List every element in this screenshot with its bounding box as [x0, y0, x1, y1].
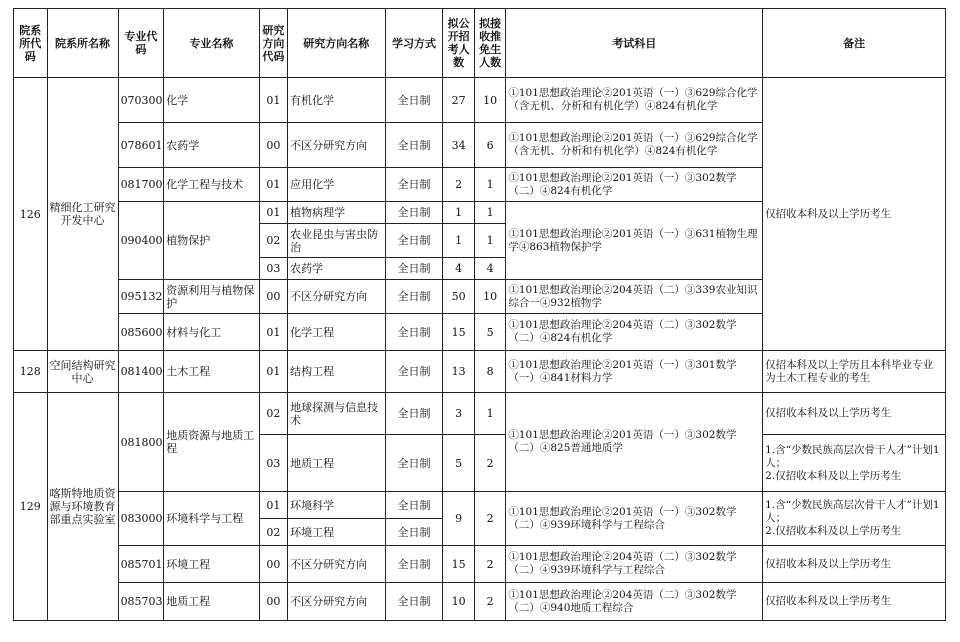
header-direction-code: 研究方向代码	[259, 9, 287, 78]
direction-name-cell: 应用化学	[288, 168, 385, 202]
direction-name-cell: 农药学	[288, 258, 385, 280]
direction-code-cell: 02	[259, 393, 287, 435]
dept-code-cell: 129	[14, 393, 48, 621]
plan-count-cell: 1	[443, 224, 474, 258]
major-name-cell: 材料与化工	[164, 314, 259, 351]
header-direction-name: 研究方向名称	[288, 9, 385, 78]
major-name-cell: 地质工程	[164, 583, 259, 621]
dept-code-cell: 126	[14, 78, 48, 351]
direction-name-cell: 不区分研究方向	[288, 583, 385, 621]
plan-count-cell: 4	[443, 258, 474, 280]
direction-name-cell: 结构工程	[288, 351, 385, 393]
study-mode-cell: 全日制	[385, 168, 443, 202]
notes-cell: 仅招收本科及以上学历考生	[763, 583, 946, 621]
exam-subjects-cell: ①101思想政治理论②201英语（一）③302数学（二）④825普通地质学	[506, 393, 763, 492]
plan-count-cell: 34	[443, 123, 474, 168]
table-row	[14, 492, 946, 519]
exam-subjects-cell: ①101思想政治理论②201英语（一）③302数学（二）④939环境科学与工程综合	[506, 492, 763, 546]
major-name-cell: 化学	[164, 78, 259, 123]
admissions-table-wrapper	[13, 8, 946, 621]
major-code-cell: 085600	[118, 314, 164, 351]
table-row	[14, 583, 946, 621]
dept-code-cell: 128	[14, 351, 48, 393]
study-mode-cell: 全日制	[385, 519, 443, 546]
major-code-cell: 081700	[118, 168, 164, 202]
direction-name-cell: 地质工程	[288, 435, 385, 492]
major-name-cell: 土木工程	[164, 351, 259, 393]
header-row	[14, 9, 946, 78]
exempt-count-cell: 1	[474, 224, 505, 258]
dept-name-cell: 空间结构研究中心	[47, 351, 118, 393]
exam-subjects-cell: ①101思想政治理论②201英语（一）③302数学（二）④824有机化学	[506, 168, 763, 202]
notes-cell: 仅招收本科及以上学历考生	[763, 393, 946, 435]
direction-code-cell: 00	[259, 280, 287, 314]
dept-name-cell: 喀斯特地质资源与环境教育部重点实验室	[47, 393, 118, 621]
study-mode-cell: 全日制	[385, 393, 443, 435]
study-mode-cell: 全日制	[385, 583, 443, 621]
exempt-count-cell: 4	[474, 258, 505, 280]
direction-name-cell: 不区分研究方向	[288, 123, 385, 168]
header-notes: 备注	[763, 9, 946, 78]
notes-cell: 仅招收本科及以上学历考生	[763, 78, 946, 351]
exempt-count-cell: 2	[474, 492, 505, 546]
study-mode-cell: 全日制	[385, 280, 443, 314]
study-mode-cell: 全日制	[385, 492, 443, 519]
major-code-cell: 085703	[118, 583, 164, 621]
major-code-cell: 081400	[118, 351, 164, 393]
major-code-cell: 070300	[118, 78, 164, 123]
plan-count-cell: 5	[443, 435, 474, 492]
direction-code-cell: 03	[259, 258, 287, 280]
major-name-cell: 资源利用与植物保护	[164, 280, 259, 314]
direction-code-cell: 02	[259, 224, 287, 258]
plan-count-cell: 3	[443, 393, 474, 435]
direction-code-cell: 01	[259, 492, 287, 519]
notes-cell: 仅招本科及以上学历且本科毕业专业为土木工程专业的考生	[763, 351, 946, 393]
direction-name-cell: 不区分研究方向	[288, 546, 385, 583]
exempt-count-cell: 2	[474, 583, 505, 621]
exam-subjects-cell: ①101思想政治理论②204英语（二）③302数学（二）④940地质工程综合	[506, 583, 763, 621]
study-mode-cell: 全日制	[385, 78, 443, 123]
header-plan-count: 拟公开招考人数	[443, 9, 474, 78]
exempt-count-cell: 1	[474, 202, 505, 224]
direction-code-cell: 01	[259, 78, 287, 123]
direction-code-cell: 03	[259, 435, 287, 492]
direction-name-cell: 有机化学	[288, 78, 385, 123]
header-major-name: 专业名称	[164, 9, 259, 78]
plan-count-cell: 15	[443, 314, 474, 351]
header-exam-subjects: 考试科目	[506, 9, 763, 78]
study-mode-cell: 全日制	[385, 224, 443, 258]
plan-count-cell: 2	[443, 168, 474, 202]
major-code-cell: 081800	[118, 393, 164, 492]
plan-count-cell: 10	[443, 583, 474, 621]
exam-subjects-cell: ①101思想政治理论②201英语（一）③629综合化学（含无机、分析和有机化学）④824有机化学	[506, 123, 763, 168]
table-row	[14, 393, 946, 435]
direction-code-cell: 01	[259, 202, 287, 224]
exam-subjects-cell: ①101思想政治理论②201英语（一）③301数学（一）④841材料力学	[506, 351, 763, 393]
direction-name-cell: 化学工程	[288, 314, 385, 351]
study-mode-cell: 全日制	[385, 435, 443, 492]
major-code-cell: 083000	[118, 492, 164, 546]
header-study-mode: 学习方式	[385, 9, 443, 78]
direction-name-cell: 环境科学	[288, 492, 385, 519]
direction-code-cell: 00	[259, 583, 287, 621]
direction-name-cell: 环境工程	[288, 519, 385, 546]
exempt-count-cell: 10	[474, 280, 505, 314]
dept-name-cell: 精细化工研究开发中心	[47, 78, 118, 351]
major-name-cell: 植物保护	[164, 202, 259, 280]
header-dept-code: 院系所代码	[14, 9, 48, 78]
plan-count-cell: 1	[443, 202, 474, 224]
major-code-cell: 085701	[118, 546, 164, 583]
exam-subjects-cell: ①101思想政治理论②204英语（二）③339农业知识综合一④932植物学	[506, 280, 763, 314]
major-code-cell: 095132	[118, 280, 164, 314]
direction-code-cell: 01	[259, 314, 287, 351]
direction-name-cell: 植物病理学	[288, 202, 385, 224]
exempt-count-cell: 1	[474, 168, 505, 202]
admissions-table	[13, 8, 946, 621]
notes-cell: 仅招收本科及以上学历考生	[763, 546, 946, 583]
plan-count-cell: 13	[443, 351, 474, 393]
notes-cell: 1.含“少数民族高层次骨干人才”计划1人； 2.仅招收本科及以上学历考生	[763, 492, 946, 546]
direction-code-cell: 02	[259, 519, 287, 546]
direction-code-cell: 01	[259, 351, 287, 393]
direction-code-cell: 01	[259, 168, 287, 202]
study-mode-cell: 全日制	[385, 123, 443, 168]
header-major-code: 专业代码	[118, 9, 164, 78]
exam-subjects-cell: ①101思想政治理论②204英语（二）③302数学（二）④824有机化学	[506, 314, 763, 351]
major-name-cell: 农药学	[164, 123, 259, 168]
study-mode-cell: 全日制	[385, 314, 443, 351]
exempt-count-cell: 5	[474, 314, 505, 351]
major-name-cell: 化学工程与技术	[164, 168, 259, 202]
study-mode-cell: 全日制	[385, 202, 443, 224]
study-mode-cell: 全日制	[385, 546, 443, 583]
major-name-cell: 环境科学与工程	[164, 492, 259, 546]
direction-code-cell: 00	[259, 123, 287, 168]
study-mode-cell: 全日制	[385, 351, 443, 393]
notes-cell: 1.含“少数民族高层次骨干人才”计划1人； 2.仅招收本科及以上学历考生	[763, 435, 946, 492]
exempt-count-cell: 6	[474, 123, 505, 168]
plan-count-cell: 15	[443, 546, 474, 583]
direction-name-cell: 农业昆虫与害虫防治	[288, 224, 385, 258]
plan-count-cell: 27	[443, 78, 474, 123]
table-row	[14, 351, 946, 393]
study-mode-cell: 全日制	[385, 258, 443, 280]
major-code-cell: 090400	[118, 202, 164, 280]
exempt-count-cell: 2	[474, 546, 505, 583]
plan-count-cell: 50	[443, 280, 474, 314]
header-exempt-count: 拟接收推免生人数	[474, 9, 505, 78]
exempt-count-cell: 8	[474, 351, 505, 393]
exempt-count-cell: 10	[474, 78, 505, 123]
header-dept-name: 院系所名称	[47, 9, 118, 78]
direction-name-cell: 不区分研究方向	[288, 280, 385, 314]
major-code-cell: 078601	[118, 123, 164, 168]
exam-subjects-cell: ①101思想政治理论②201英语（一）③629综合化学（含无机、分析和有机化学）④824有机化学	[506, 78, 763, 123]
major-name-cell: 环境工程	[164, 546, 259, 583]
table-row	[14, 78, 946, 123]
major-name-cell: 地质资源与地质工程	[164, 393, 259, 492]
direction-name-cell: 地球探测与信息技术	[288, 393, 385, 435]
direction-code-cell: 00	[259, 546, 287, 583]
table-row	[14, 546, 946, 583]
plan-count-cell: 9	[443, 492, 474, 546]
exempt-count-cell: 2	[474, 435, 505, 492]
exam-subjects-cell: ①101思想政治理论②201英语（一）③631植物生理学④863植物保护学	[506, 202, 763, 280]
exempt-count-cell: 1	[474, 393, 505, 435]
exam-subjects-cell: ①101思想政治理论②204英语（二）③302数学（二）④939环境科学与工程综合	[506, 546, 763, 583]
